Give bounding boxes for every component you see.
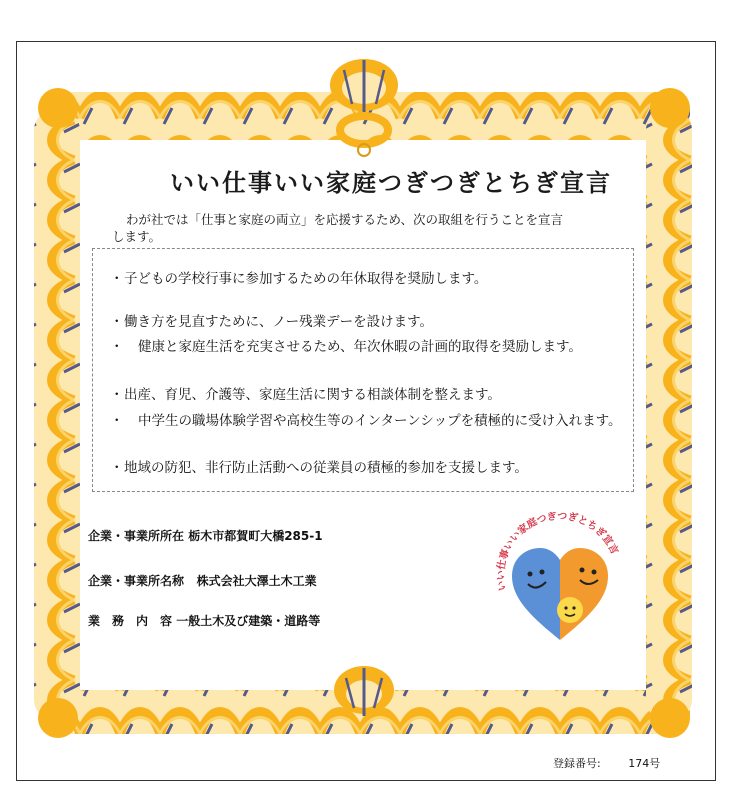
bullet: ・	[110, 460, 124, 476]
company-address-row	[88, 527, 323, 544]
frame-left	[34, 110, 80, 720]
svg-text:いい仕事いい家庭つぎつぎとちぎ宣言: いい仕事いい家庭つぎつぎとちぎ宣言	[495, 512, 620, 592]
registration-value: 174号	[628, 757, 661, 770]
measure-text: 働き方を見直すために、ノー残業デーを設けます。	[124, 314, 434, 330]
bullet: ・	[110, 387, 124, 403]
frame-right	[646, 110, 692, 720]
bullet: ・	[110, 271, 124, 287]
corner-top-right	[650, 88, 690, 128]
registration-label: 登録番号:	[553, 757, 601, 770]
business-label: 業 務 内 容	[88, 614, 173, 628]
company-name-label: 企業・事業所名称	[88, 574, 185, 588]
intro-text	[112, 211, 612, 245]
intro-line-1: わが社では「仕事と家庭の両立」を応援するため、次の取組を行うことを宣言	[126, 212, 564, 227]
measure-text: 出産、育児、介護等、家庭生活に関する相談体制を整えます。	[124, 387, 501, 403]
measure-item	[110, 313, 630, 332]
measure-item	[110, 412, 644, 431]
registration-number	[553, 755, 660, 771]
measure-item	[110, 386, 630, 405]
business-value: 一般土木及び建築・道路等	[176, 614, 321, 628]
measure-text: 地域の防犯、非行防止活動への従業員の積極的参加を支援します。	[124, 460, 528, 476]
company-address-value: 栃木市都賀町大橋285-1	[188, 529, 323, 543]
bullet: ・	[110, 413, 124, 429]
declaration-title: いい仕事いい家庭つぎつぎとちぎ宣言	[170, 168, 612, 197]
company-name-row	[88, 572, 317, 589]
company-name-value: 株式会社大澤土木工業	[196, 574, 317, 588]
corner-bottom-right	[650, 698, 690, 738]
bullet: ・	[110, 339, 124, 355]
intro-line-2: します。	[112, 229, 162, 244]
measure-item	[110, 270, 630, 289]
corner-bottom-left	[38, 698, 78, 738]
company-address-label: 企業・事業所所在	[88, 529, 185, 543]
measure-item	[110, 459, 630, 478]
measure-text: 子どもの学校行事に参加するための年休取得を奨励します。	[124, 271, 488, 287]
corner-top-left	[38, 88, 78, 128]
tochigi-heart-logo	[490, 512, 630, 662]
bullet: ・	[110, 314, 124, 330]
business-row	[88, 612, 320, 629]
measure-item	[110, 338, 644, 357]
measure-text: 健康と家庭生活を充実させるため、年次休暇の計画的取得を奨励します。	[138, 339, 582, 355]
measure-text: 中学生の職場体験学習や高校生等のインターンシップを積極的に受け入れます。	[138, 413, 622, 429]
